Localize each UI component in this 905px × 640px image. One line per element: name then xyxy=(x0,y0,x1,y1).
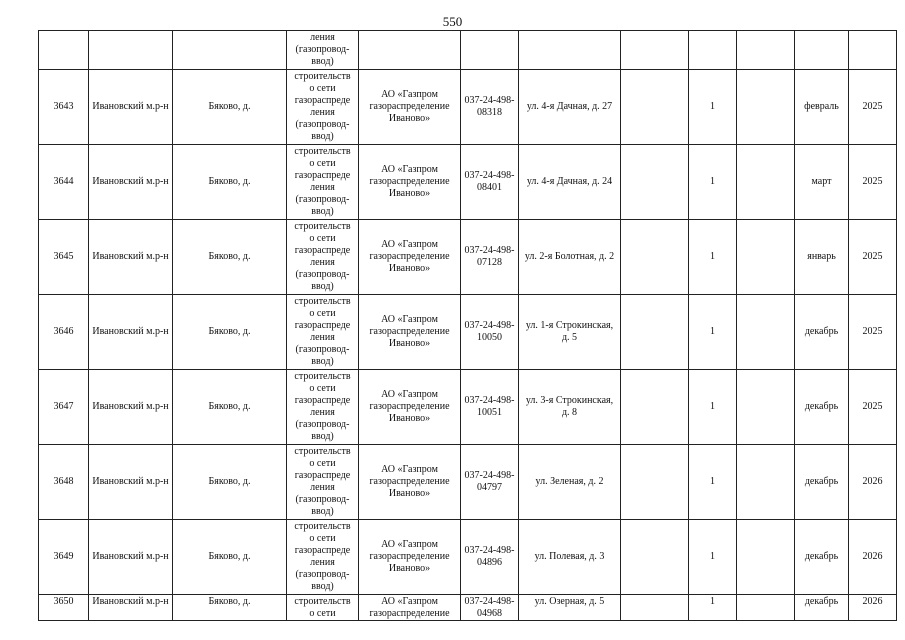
address-cell: ул. 2-я Болотная, д. 2 xyxy=(519,220,621,295)
address-cell: ул. 4-я Дачная, д. 24 xyxy=(519,145,621,220)
quantity-cell: 1 xyxy=(689,520,737,595)
year-cell: 2025 xyxy=(849,370,897,445)
work-line: ввод) xyxy=(311,581,334,592)
work-type-cell xyxy=(287,70,359,145)
work-line: ления xyxy=(310,557,335,568)
table-row xyxy=(39,520,897,595)
work-line: (газопровод- xyxy=(295,44,350,55)
work-line: (газопровод- xyxy=(295,119,350,130)
work-line: о сети xyxy=(309,458,336,469)
work-line: строительств xyxy=(294,521,351,532)
empty-cell xyxy=(359,31,461,70)
work-line: ления xyxy=(310,407,335,418)
work-line: строительств xyxy=(294,221,351,232)
work-line: (газопровод- xyxy=(295,419,350,430)
locality-cell: Бяково, д. xyxy=(173,145,287,220)
year-cell: 2025 xyxy=(849,220,897,295)
locality-cell: Бяково, д. xyxy=(173,520,287,595)
empty-cell xyxy=(737,220,795,295)
work-line: газораспреде xyxy=(294,245,351,256)
table-body xyxy=(39,31,897,621)
work-line: о сети xyxy=(309,308,336,319)
work-line: газораспреде xyxy=(294,395,351,406)
year-cell: 2025 xyxy=(849,70,897,145)
object-id-cell: 037-24-498-04968 xyxy=(461,595,519,621)
organization-cell: АО «Газпром газораспределение Иваново» xyxy=(359,70,461,145)
empty-cell xyxy=(621,145,689,220)
empty-cell xyxy=(621,520,689,595)
work-line: ления xyxy=(310,32,335,43)
work-type-cell xyxy=(287,520,359,595)
row-number-cell: 3650 xyxy=(39,595,89,621)
object-id-cell: 037-24-498-08401 xyxy=(461,145,519,220)
empty-cell xyxy=(737,595,795,621)
quantity-cell: 1 xyxy=(689,145,737,220)
page-number: 550 xyxy=(442,14,463,29)
empty-cell xyxy=(795,31,849,70)
empty-cell xyxy=(849,31,897,70)
year-cell: 2025 xyxy=(849,145,897,220)
locality-cell: Бяково, д. xyxy=(173,220,287,295)
month-cell: декабрь xyxy=(795,595,849,621)
work-line: строительств xyxy=(294,596,351,607)
continuation-row xyxy=(39,31,897,70)
empty-cell xyxy=(737,520,795,595)
quantity-cell: 1 xyxy=(689,70,737,145)
work-line: ввод) xyxy=(311,281,334,292)
month-cell: февраль xyxy=(795,70,849,145)
table-row xyxy=(39,370,897,445)
table-row xyxy=(39,220,897,295)
work-line: ления xyxy=(310,332,335,343)
work-line: газораспреде xyxy=(294,320,351,331)
organization-cell: АО «Газпром газораспределение Иваново» xyxy=(359,370,461,445)
month-cell: март xyxy=(795,145,849,220)
work-line: ления xyxy=(310,257,335,268)
gasification-table xyxy=(38,30,897,621)
work-line: строительств xyxy=(294,71,351,82)
empty-cell xyxy=(689,31,737,70)
quantity-cell: 1 xyxy=(689,595,737,621)
work-type-cell xyxy=(287,295,359,370)
object-id-cell: 037-24-498-10051 xyxy=(461,370,519,445)
row-number-cell: 3645 xyxy=(39,220,89,295)
object-id-cell: 037-24-498-04896 xyxy=(461,520,519,595)
quantity-cell: 1 xyxy=(689,445,737,520)
empty-cell xyxy=(621,220,689,295)
table-row xyxy=(39,145,897,220)
work-line: газораспреде xyxy=(294,545,351,556)
month-cell: декабрь xyxy=(795,295,849,370)
locality-cell: Бяково, д. xyxy=(173,295,287,370)
empty-cell xyxy=(519,31,621,70)
district-cell: Ивановский м.р-н xyxy=(89,145,173,220)
work-line: ввод) xyxy=(311,131,334,142)
work-line: газораспреде xyxy=(294,470,351,481)
row-number-cell: 3646 xyxy=(39,295,89,370)
object-id-cell: 037-24-498-08318 xyxy=(461,70,519,145)
quantity-cell: 1 xyxy=(689,220,737,295)
work-line: о сети xyxy=(309,383,336,394)
address-cell: ул. 1-я Строкинская, д. 5 xyxy=(519,295,621,370)
empty-cell xyxy=(89,31,173,70)
work-line: газораспреде xyxy=(294,170,351,181)
year-cell: 2026 xyxy=(849,595,897,621)
work-line: строительств xyxy=(294,371,351,382)
empty-cell xyxy=(621,295,689,370)
organization-cell: АО «Газпром газораспределение Иваново» xyxy=(359,445,461,520)
row-number-cell: 3643 xyxy=(39,70,89,145)
work-type-cell xyxy=(287,31,359,70)
object-id-cell: 037-24-498-04797 xyxy=(461,445,519,520)
district-cell: Ивановский м.р-н xyxy=(89,445,173,520)
empty-cell xyxy=(461,31,519,70)
table-row xyxy=(39,295,897,370)
work-line: о сети xyxy=(309,158,336,169)
month-cell: декабрь xyxy=(795,445,849,520)
empty-cell xyxy=(737,370,795,445)
year-cell: 2025 xyxy=(849,295,897,370)
year-cell: 2026 xyxy=(849,520,897,595)
work-type-cell xyxy=(287,220,359,295)
work-line: строительств xyxy=(294,146,351,157)
work-line: строительств xyxy=(294,446,351,457)
address-cell: ул. Полевая, д. 3 xyxy=(519,520,621,595)
empty-cell xyxy=(39,31,89,70)
table-row xyxy=(39,445,897,520)
empty-cell xyxy=(737,295,795,370)
locality-cell: Бяково, д. xyxy=(173,370,287,445)
address-cell: ул. 4-я Дачная, д. 27 xyxy=(519,70,621,145)
empty-cell xyxy=(737,445,795,520)
work-line: о сети xyxy=(309,608,336,619)
empty-cell xyxy=(737,70,795,145)
address-cell: ул. Зеленая, д. 2 xyxy=(519,445,621,520)
work-line: о сети xyxy=(309,533,336,544)
empty-cell xyxy=(621,31,689,70)
work-line: ввод) xyxy=(311,206,334,217)
empty-cell xyxy=(621,445,689,520)
empty-cell xyxy=(621,595,689,621)
table-row xyxy=(39,595,897,621)
work-line: о сети xyxy=(309,233,336,244)
row-number-cell: 3648 xyxy=(39,445,89,520)
locality-cell: Бяково, д. xyxy=(173,445,287,520)
district-cell: Ивановский м.р-н xyxy=(89,220,173,295)
district-cell: Ивановский м.р-н xyxy=(89,595,173,621)
work-type-cell xyxy=(287,145,359,220)
empty-cell xyxy=(737,31,795,70)
year-cell: 2026 xyxy=(849,445,897,520)
work-line: ввод) xyxy=(311,356,334,367)
organization-cell: АО «Газпром газораспределение Иваново» xyxy=(359,520,461,595)
empty-cell xyxy=(737,145,795,220)
work-line: ления xyxy=(310,182,335,193)
organization-cell: АО «Газпром газораспределение Иваново» xyxy=(359,145,461,220)
locality-cell: Бяково, д. xyxy=(173,595,287,621)
organization-cell: АО «Газпром газораспределение Иваново» xyxy=(359,295,461,370)
district-cell: Ивановский м.р-н xyxy=(89,295,173,370)
month-cell: декабрь xyxy=(795,520,849,595)
work-type-cell xyxy=(287,445,359,520)
work-line: ввод) xyxy=(311,56,334,67)
organization-cell: АО «Газпром газораспределение Иваново» xyxy=(359,220,461,295)
object-id-cell: 037-24-498-07128 xyxy=(461,220,519,295)
row-number-cell: 3647 xyxy=(39,370,89,445)
work-line: газораспреде xyxy=(294,95,351,106)
work-line: ввод) xyxy=(311,431,334,442)
work-line: (газопровод- xyxy=(295,494,350,505)
work-line: о сети xyxy=(309,83,336,94)
work-line: (газопровод- xyxy=(295,194,350,205)
work-line: ввод) xyxy=(311,506,334,517)
district-cell: Ивановский м.р-н xyxy=(89,70,173,145)
work-line: ления xyxy=(310,107,335,118)
work-line: (газопровод- xyxy=(295,269,350,280)
district-cell: Ивановский м.р-н xyxy=(89,370,173,445)
month-cell: январь xyxy=(795,220,849,295)
table-row xyxy=(39,70,897,145)
work-line: строительств xyxy=(294,296,351,307)
address-cell: ул. 3-я Строкинская, д. 8 xyxy=(519,370,621,445)
row-number-cell: 3649 xyxy=(39,520,89,595)
district-cell: Ивановский м.р-н xyxy=(89,520,173,595)
work-line: (газопровод- xyxy=(295,569,350,580)
empty-cell xyxy=(173,31,287,70)
month-cell: декабрь xyxy=(795,370,849,445)
quantity-cell: 1 xyxy=(689,295,737,370)
work-type-cell xyxy=(287,595,359,621)
empty-cell xyxy=(621,370,689,445)
empty-cell xyxy=(621,70,689,145)
work-line: (газопровод- xyxy=(295,344,350,355)
work-line: ления xyxy=(310,482,335,493)
address-cell: ул. Озерная, д. 5 xyxy=(519,595,621,621)
quantity-cell: 1 xyxy=(689,370,737,445)
work-type-cell xyxy=(287,370,359,445)
object-id-cell: 037-24-498-10050 xyxy=(461,295,519,370)
row-number-cell: 3644 xyxy=(39,145,89,220)
locality-cell: Бяково, д. xyxy=(173,70,287,145)
organization-cell: АО «Газпром газораспределение xyxy=(359,595,461,621)
